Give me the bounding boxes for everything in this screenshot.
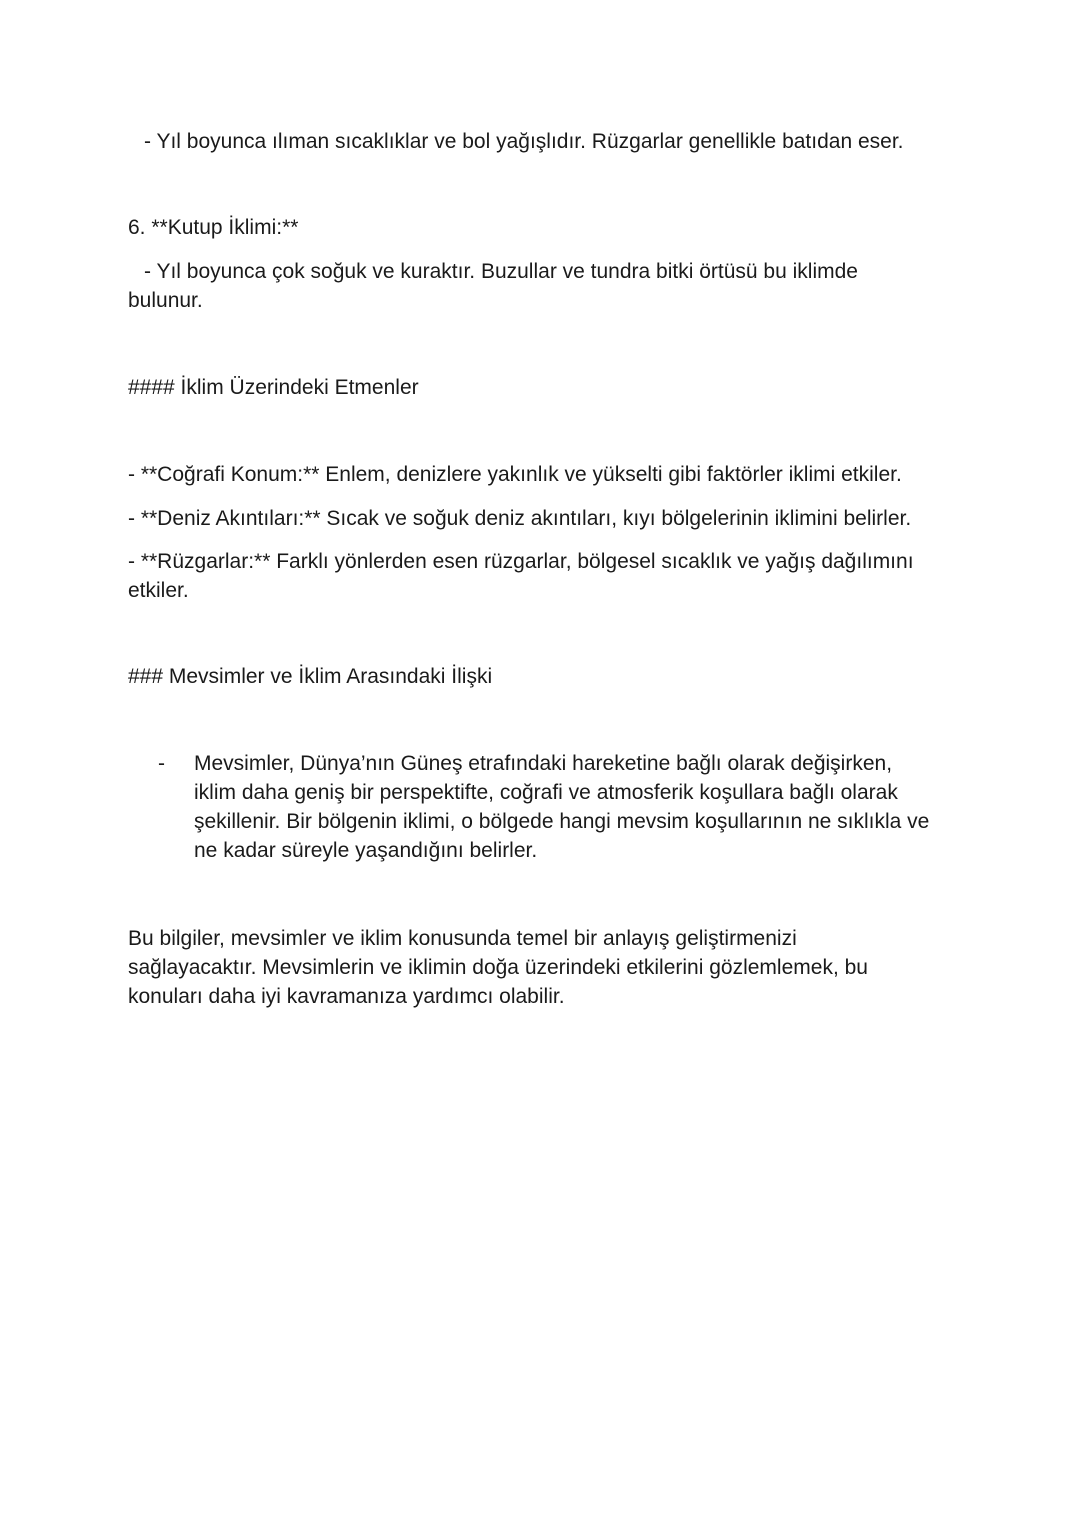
seasons-climate-heading: ### Mevsimler ve İklim Arasındaki İlişki — [128, 665, 493, 688]
polar-climate-description: - Yıl boyunca çok soğuk ve kuraktır. Buzullar ve tundra bitki örtüsü bu iklimde bulunur. — [128, 260, 858, 312]
climate-factors-heading: #### İklim Üzerindeki Etmenler — [128, 376, 419, 399]
factor-winds: - **Rüzgarlar:** Farklı yönlerden esen rüzgarlar, bölgesel sıcaklık ve yağış dağılımını etkiler. — [128, 550, 914, 602]
closing-paragraph: Bu bilgiler, mevsimler ve iklim konusunda temel bir anlayış geliştirmenizi sağlayacaktır. Mevsimlerin ve iklimin doğa üzerindeki etkilerini gözlemlemek, bu konuları daha iyi kavramanıza yardımcı olabilir. — [128, 927, 868, 1008]
temperate-climate-description: - Yıl boyunca ılıman sıcaklıklar ve bol yağışlıdır. Rüzgarlar genellikle batıdan eser. — [144, 130, 904, 153]
factor-ocean-currents: - **Deniz Akıntıları:** Sıcak ve soğuk deniz akıntıları, kıyı bölgelerinin iklimini belirler. — [128, 507, 912, 530]
seasons-climate-bullet-text: Mevsimler, Dünya’nın Güneş etrafındaki hareketine bağlı olarak değişirken, iklim daha geniş bir perspektifte, coğrafi ve atmosferik koşullara bağlı olarak şekillenir. Bir bölgenin iklimi, o bölgede hangi mevsim koşullarının ne sıklıkla ve ne kadar süreyle yaşandığını belirler. — [194, 752, 930, 862]
seasons-climate-bullet — [158, 749, 930, 865]
polar-climate-heading: 6. **Kutup İklimi:** — [128, 216, 299, 239]
bullet-dash: - — [158, 752, 165, 775]
factor-geographic-location: - **Coğrafi Konum:** Enlem, denizlere yakınlık ve yükselti gibi faktörler iklimi etkiler. — [128, 463, 902, 486]
